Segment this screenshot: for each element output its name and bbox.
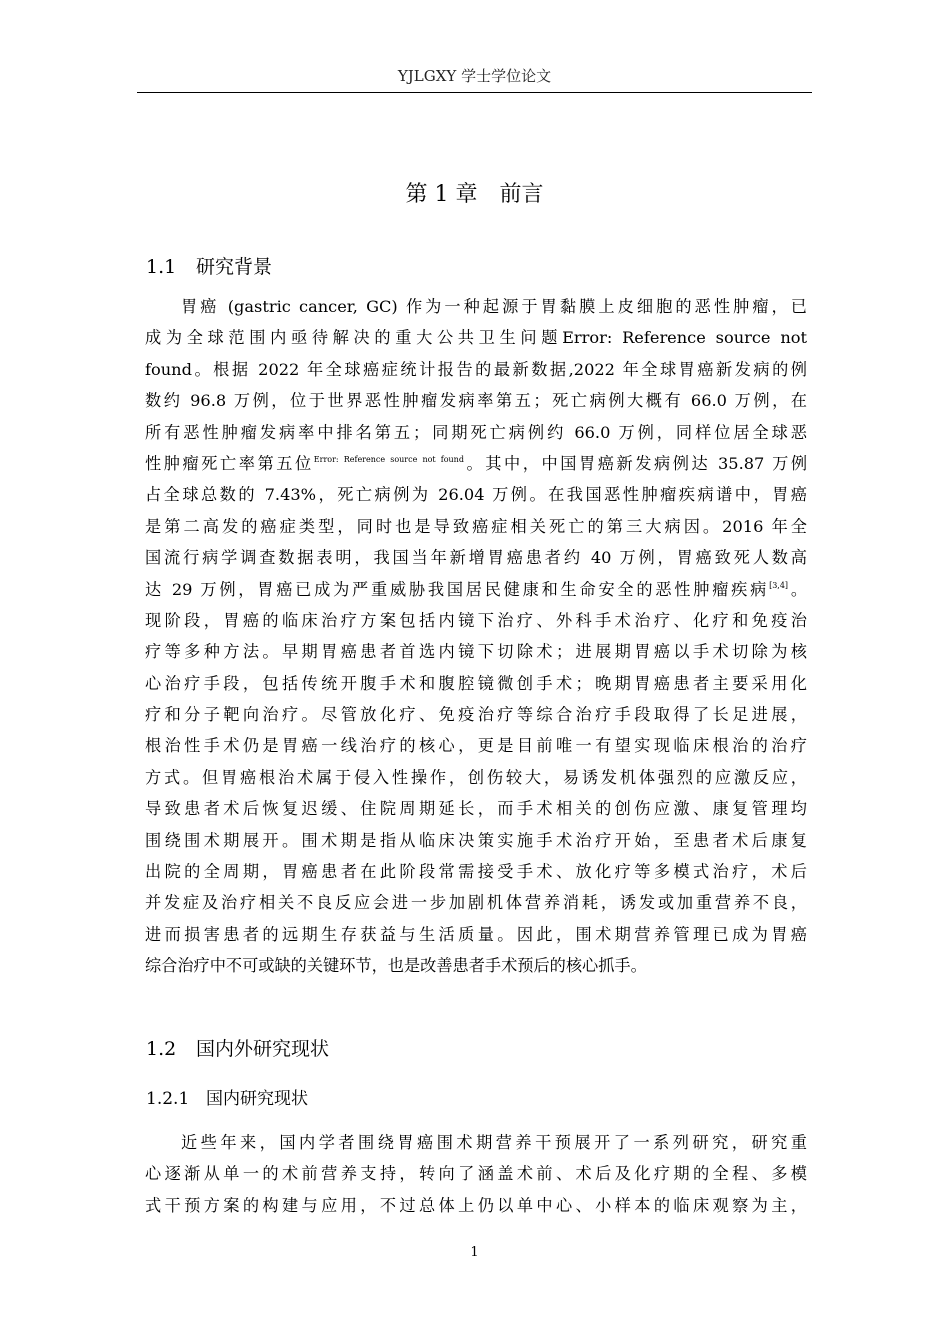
section-number: 1.2 — [146, 1038, 177, 1060]
text-line: 近些年来，国内学者围绕胃癌围术期营养干预展开了一系列研究，研究重 — [181, 1133, 807, 1152]
text-line: 式干预方案的构建与应用，不过总体上仍以单中心、小样本的临床观察为主， — [145, 1195, 807, 1215]
section-title: 研究背景 — [196, 256, 273, 278]
text-line: 占全球总数的 7.43%，死亡病例为 26.04 万例。在我国恶性肿瘤疾病谱中，胃癌 — [145, 485, 807, 505]
citation-error: Error: Reference source not found — [313, 454, 464, 464]
text-line: 成为全球范围内亟待解决的重大公共卫生问题Error: Reference source not — [145, 328, 807, 348]
section-number: 1.1 — [146, 256, 177, 278]
text-line — [145, 448, 807, 479]
chapter-number: 第 1 章 — [405, 182, 478, 207]
section-title: 国内外研究现状 — [196, 1038, 330, 1060]
text-line: 并发症及治疗相关不良反应会进一步加剧机体营养消耗，诱发或加重营养不良， — [145, 893, 807, 913]
subsection-number: 1.2.1 — [146, 1089, 190, 1109]
text-line: 现阶段，胃癌的临床治疗方案包括内镜下治疗、外科手术治疗、化疗和免疫治 — [145, 610, 807, 630]
text-line: 疗和分子靶向治疗。尽管放化疗、免疫治疗等综合治疗手段取得了长足进展， — [145, 705, 807, 725]
text-line: 胃癌 (gastric cancer, GC) 作为一种起源于胃黏膜上皮细胞的恶性肿瘤，已 — [181, 297, 807, 316]
section-heading-1-2 — [146, 1034, 329, 1064]
text-line: 心逐渐从单一的术前营养支持，转向了涵盖术前、术后及化疗期的全程、多模 — [145, 1164, 807, 1184]
section-heading-1-1 — [146, 252, 272, 282]
text-line: 综合治疗中不可或缺的关键环节，也是改善患者手术预后的核心抓手。 — [145, 956, 647, 976]
text-line — [145, 574, 807, 605]
text-line: 心治疗手段，包括传统开腹手术和腹腔镜微创手术；晚期胃癌患者主要采用化 — [145, 673, 807, 693]
text-line: 根治性手术仍是胃癌一线治疗的核心，更是目前唯一有望实现临床根治的治疗 — [145, 736, 807, 756]
text-line: 国流行病学调查数据表明，我国当年新增胃癌患者约 40 万例，胃癌致死人数高 — [145, 548, 807, 568]
chapter-title — [137, 178, 812, 212]
text-segment: 。其中，中国胃癌新发病例达 35.87 万例 — [463, 453, 808, 473]
text-line: 导致患者术后恢复迟缓、住院周期延长，而手术相关的创伤应激、康复管理均 — [145, 799, 807, 819]
text-segment: 性肿瘤死亡率第五位 — [145, 453, 314, 473]
chapter-name: 前言 — [499, 182, 544, 207]
subsection-heading-1-2-1 — [146, 1085, 308, 1113]
text-line: 所有恶性肿瘤发病率中排名第五；同期死亡病例约 66.0 万例，同样位居全球恶 — [145, 422, 807, 442]
page-number: 1 — [470, 1245, 479, 1260]
subsection-title: 国内研究现状 — [206, 1089, 308, 1109]
text-line: 数约 96.8 万例，位于世界恶性肿瘤发病率第五；死亡病例大概有 66.0 万例，在 — [145, 391, 807, 411]
text-line: 疗等多种方法。早期胃癌患者首选内镜下切除术；进展期胃癌以手术切除为核 — [145, 642, 807, 662]
text-segment: 达 29 万例，胃癌已成为严重威胁我国居民健康和生命安全的恶性肿瘤疾病 — [145, 579, 770, 599]
text-line: 出院的全周期，胃癌患者在此阶段常需接受手术、放化疗等多模式治疗，术后 — [145, 862, 807, 882]
text-line: 进而损害患者的远期生存获益与生活质量。因此，围术期营养管理已成为胃癌 — [145, 924, 807, 944]
running-header: YJLGXY 学士学位论文 — [397, 67, 552, 85]
paragraph-domestic-research — [145, 1127, 807, 1221]
text-line: found。根据 2022 年全球癌症统计报告的最新数据,2022 年全球胃癌新发病的例 — [145, 359, 807, 379]
text-line: 是第二高发的癌症类型，同时也是导致癌症相关死亡的第三大病因。2016 年全 — [145, 516, 807, 536]
text-line: 围绕围术期展开。围术期是指从临床决策实施手术治疗开始，至患者术后康复 — [145, 830, 807, 850]
text-segment: 。 — [788, 579, 808, 599]
citation: [3,4] — [769, 580, 789, 590]
header-rule — [137, 92, 812, 93]
text-line: 方式。但胃癌根治术属于侵入性操作，创伤较大，易诱发机体强烈的应激反应， — [145, 767, 807, 787]
paragraph-background — [145, 291, 807, 982]
